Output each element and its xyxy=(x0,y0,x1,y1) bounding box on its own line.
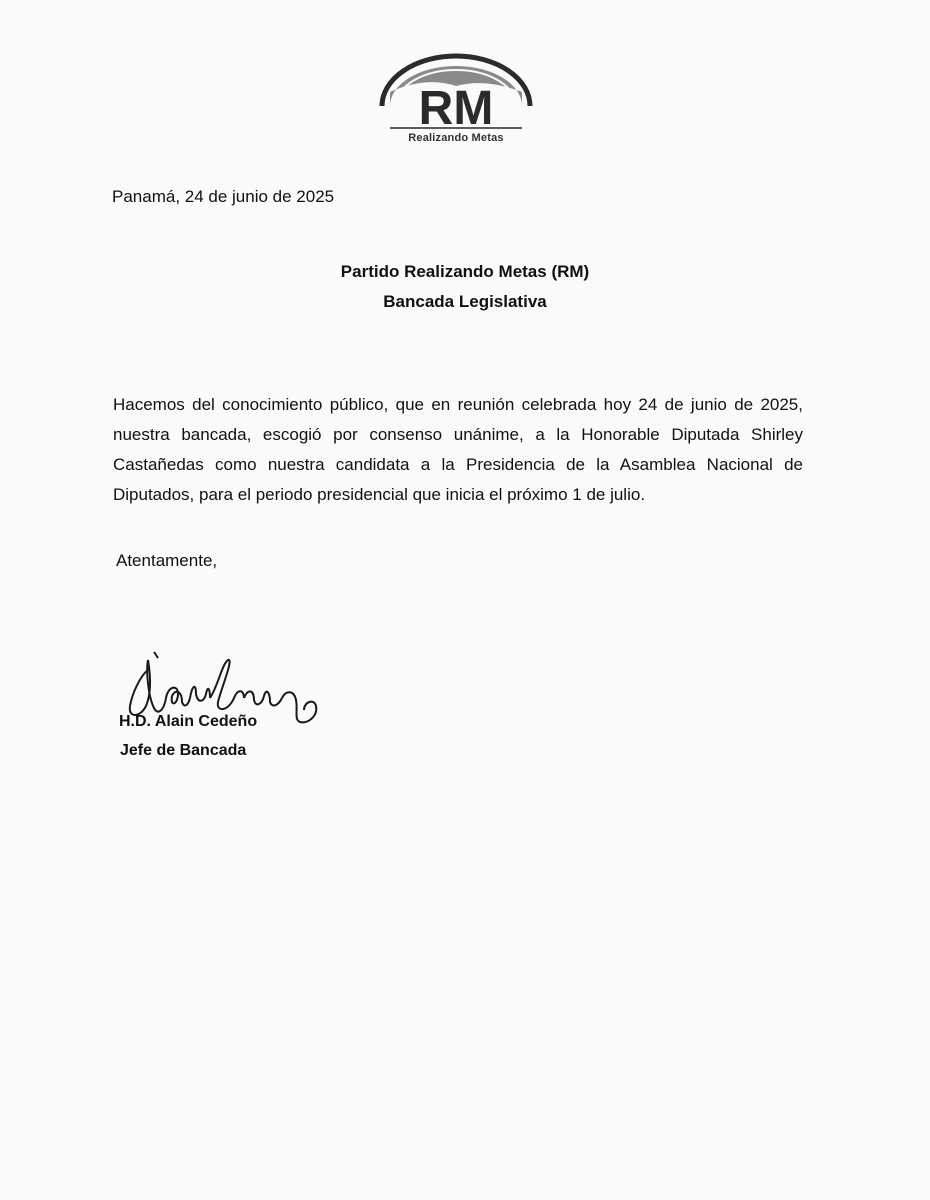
closing-line: Atentamente, xyxy=(116,551,218,570)
heading-bancada: Bancada Legislativa xyxy=(383,292,547,311)
signer-name: H.D. Alain Cedeño xyxy=(119,713,258,730)
svg-text:RM: RM xyxy=(418,82,494,132)
signer-role: Jefe de Bancada xyxy=(120,742,247,759)
party-logo xyxy=(376,52,536,152)
logo-emblem-icon xyxy=(376,52,536,132)
body-paragraph: Hacemos del conocimiento público, que en reunión celebrada hoy 24 de junio de 2025, nuestra bancada, escogió por consenso unánime, a la Honorable Diputada Shirley Castañedas como nuestra candidata a la Presidencia de la Asamblea Nacional de Diputados, para el periodo presidencial que inicia el próximo 1 de julio. xyxy=(113,395,803,504)
logo-tagline: Realizando Metas xyxy=(408,132,504,144)
date-line: Panamá, 24 de junio de 2025 xyxy=(112,187,335,206)
heading-party: Partido Realizando Metas (RM) xyxy=(340,262,590,281)
